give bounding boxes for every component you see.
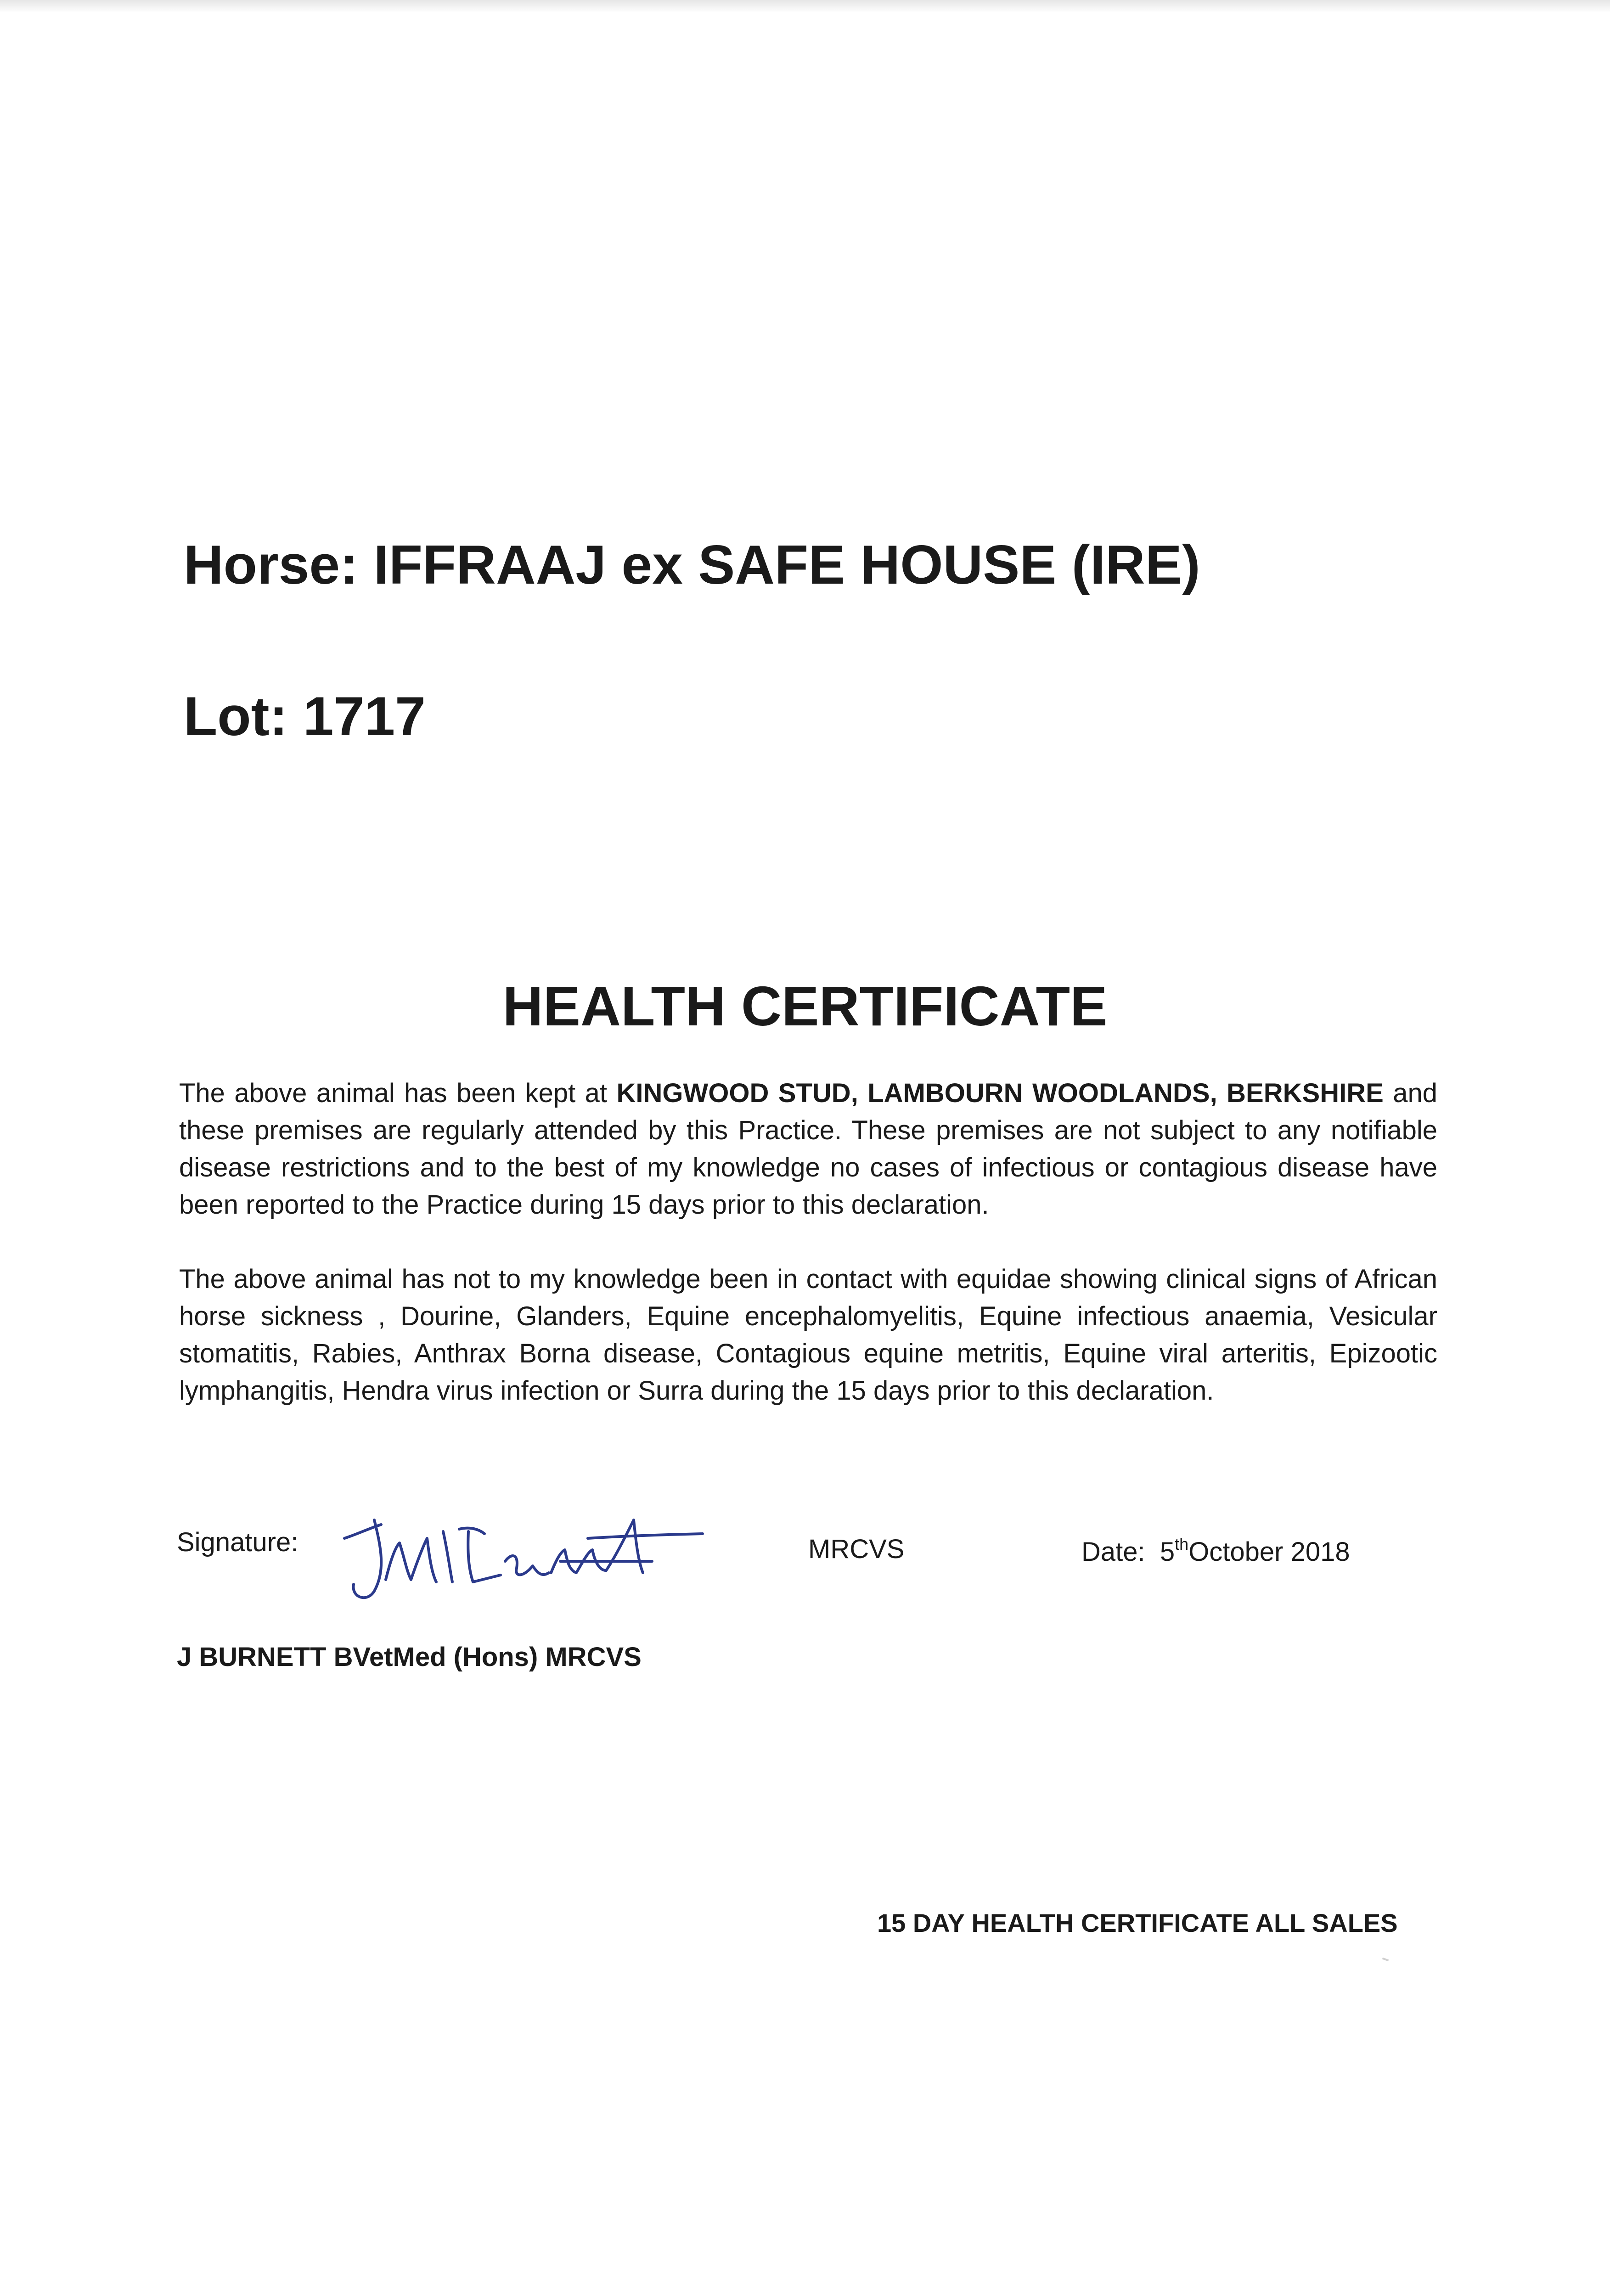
premises-paragraph [179,1075,1437,1223]
premises-location: KINGWOOD STUD, LAMBOURN WOODLANDS, BERKSHIRE [616,1078,1384,1108]
scan-speck [1382,1958,1389,1962]
scan-edge [0,0,1610,13]
footer-title: 15 DAY HEALTH CERTIFICATE ALL SALES [877,1908,1398,1937]
signer-name: J BURNETT BVetMed (Hons) MRCVS [177,1642,642,1672]
horse-heading [184,534,1200,596]
lot-number: 1717 [303,686,426,747]
certificate-title: HEALTH CERTIFICATE [502,975,1108,1037]
date-day: 5 [1160,1537,1175,1567]
date-rest: October 2018 [1188,1537,1350,1567]
premises-text-end: and these premises are regularly attended by this Practice. These premises are not subject to any notifiable disease restrictions and to the best of my knowledge no cases of infectious or contagious disease have been reported to the Practice during 15 days prior to this declaration. [179,1078,1437,1220]
signature-suffix: MRCVS [808,1534,905,1564]
handwritten-signature [331,1492,712,1612]
premises-text-start: The above animal has been kept at [179,1078,617,1108]
lot-label: Lot: [184,686,288,747]
signature-label: Signature: [177,1527,298,1557]
horse-name: IFFRAAJ ex SAFE HOUSE (IRE) [373,534,1200,596]
horse-label: Horse: [184,534,359,596]
date-day-suffix: th [1175,1535,1189,1553]
contact-paragraph: The above animal has not to my knowledge been in contact with equidae showing clinical signs of African horse sickness , Dourine, Glanders, Equine encephalomyelitis, Equine infectious anaemia, Vesicular stomatitis, Rabies, Anthrax Borna disease, Contagious equine metritis, Equine viral arteritis, Epizootic lymphangitis, Hendra virus infection or Surra during the 15 days prior to this declaration. [179,1264,1437,1406]
date-label: Date: [1081,1537,1145,1567]
date-block [1081,1536,1350,1565]
lot-heading [184,686,426,747]
